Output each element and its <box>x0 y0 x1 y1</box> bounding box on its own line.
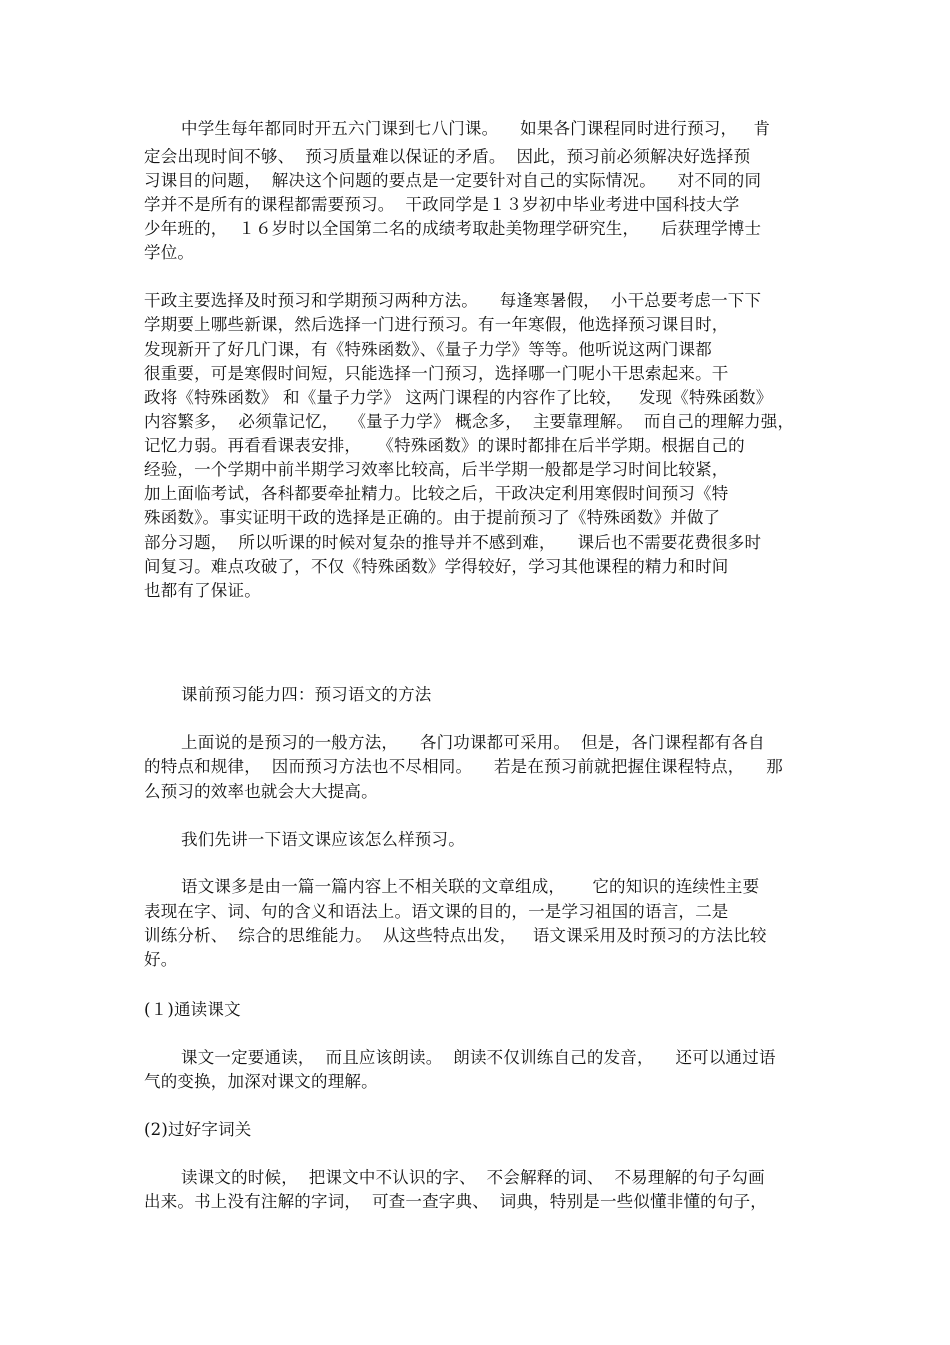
text-line: 我们先讲一下语文课应该怎么样预习。 <box>181 830 465 849</box>
text-line: 学期要上哪些新课，然后选择一门进行预习。有一年寒假，他选择预习课目时， <box>144 315 729 334</box>
text-line: 学位。 <box>144 243 195 262</box>
text-line: 中学生每年都同时开五六门课到七八门课。 如果各门课程同时进行预习， 肯 <box>181 119 771 138</box>
text-line: 上面说的是预习的一般方法， 各门功课都可采用。 但是，各门课程都有各自 <box>181 733 765 752</box>
text-line: 课文一定要通读， 而且应该朗读。 朗读不仅训练自己的发音， 还可以通过语 <box>181 1048 776 1067</box>
list-item-title: (2)过好字词关 <box>144 1120 252 1139</box>
text-line: 表现在字、词、句的含义和语法上。语文课的目的，一是学习祖国的语言，二是 <box>144 902 729 921</box>
text-line: 很重要，可是寒假时间短，只能选择一门预习，选择哪一门呢小干思索起来。干 <box>144 364 729 383</box>
list-item-title: (１)通读课文 <box>144 1000 241 1019</box>
text-line: 干政主要选择及时预习和学期预习两种方法。 每逢寒暑假， 小干总要考虑一下下 <box>144 291 762 310</box>
text-line: 记忆力弱。再看看课表安排， 《特殊函数》的课时都排在后半学期。根据自己的 <box>144 436 745 455</box>
text-line: 发现新开了好几门课，有《特殊函数》、《量子力学》等等。他听说这两门课都 <box>144 340 712 359</box>
text-line: 训练分析、 综合的思维能力。 从这些特点出发， 语文课采用及时预习的方法比较 <box>144 926 767 945</box>
text-line: 气的变换，加深对课文的理解。 <box>144 1072 378 1091</box>
text-line: 内容繁多， 必须靠记忆， 《量子力学》 概念多， 主要靠理解。 而自己的理解力强， <box>144 412 795 431</box>
text-line: 读课文的时候， 把课文中不认识的字、 不会解释的词、 不易理解的句子勾画 <box>181 1168 765 1187</box>
text-line: 加上面临考试，各科都要牵扯精力。比较之后，干政决定利用寒假时间预习《特 <box>144 484 729 503</box>
text-line: 也都有了保证。 <box>144 581 261 600</box>
text-line: 出来。书上没有注解的字词， 可查一查字典、 词典，特别是一些似懂非懂的句子， <box>144 1192 767 1211</box>
text-line: 殊函数》。事实证明干政的选择是正确的。由于提前预习了《特殊函数》并做了 <box>144 508 721 527</box>
text-line: 好。 <box>144 950 178 969</box>
text-line: 政将《特殊函数》 和《量子力学》 这两门课程的内容作了比较， 发现《特殊函数》 <box>144 388 773 407</box>
text-line: 习课目的问题， 解决这个问题的要点是一定要针对自己的实际情况。 对不同的同 <box>144 171 762 190</box>
text-line: 定会出现时间不够、 预习质量难以保证的矛盾。 因此，预习前必须解决好选择预 <box>144 147 751 166</box>
text-line: 语文课多是由一篇一篇内容上不相关联的文章组成， 它的知识的连续性主要 <box>181 877 760 896</box>
text-line: 间复习。难点攻破了，不仅《特殊函数》学得较好，学习其他课程的精力和时间 <box>144 557 729 576</box>
text-line: 么预习的效率也就会大大提高。 <box>144 782 378 801</box>
text-line: 经验，一个学期中前半期学习效率比较高，后半学期一般都是学习时间比较紧， <box>144 460 729 479</box>
text-line: 的特点和规律， 因而预习方法也不尽相同。 若是在预习前就把握住课程特点， 那 <box>144 757 783 776</box>
text-line: 部分习题， 所以听课的时候对复杂的推导并不感到难， 课后也不需要花费很多时 <box>144 533 762 552</box>
section-heading: 课前预习能力四：预习语文的方法 <box>181 685 432 704</box>
text-line: 少年班的， １６岁时以全国第二名的成绩考取赴美物理学研究生， 后获理学博士 <box>144 219 762 238</box>
text-line: 学并不是所有的课程都需要预习。 干政同学是１３岁初中毕业考进中国科技大学 <box>144 195 740 214</box>
